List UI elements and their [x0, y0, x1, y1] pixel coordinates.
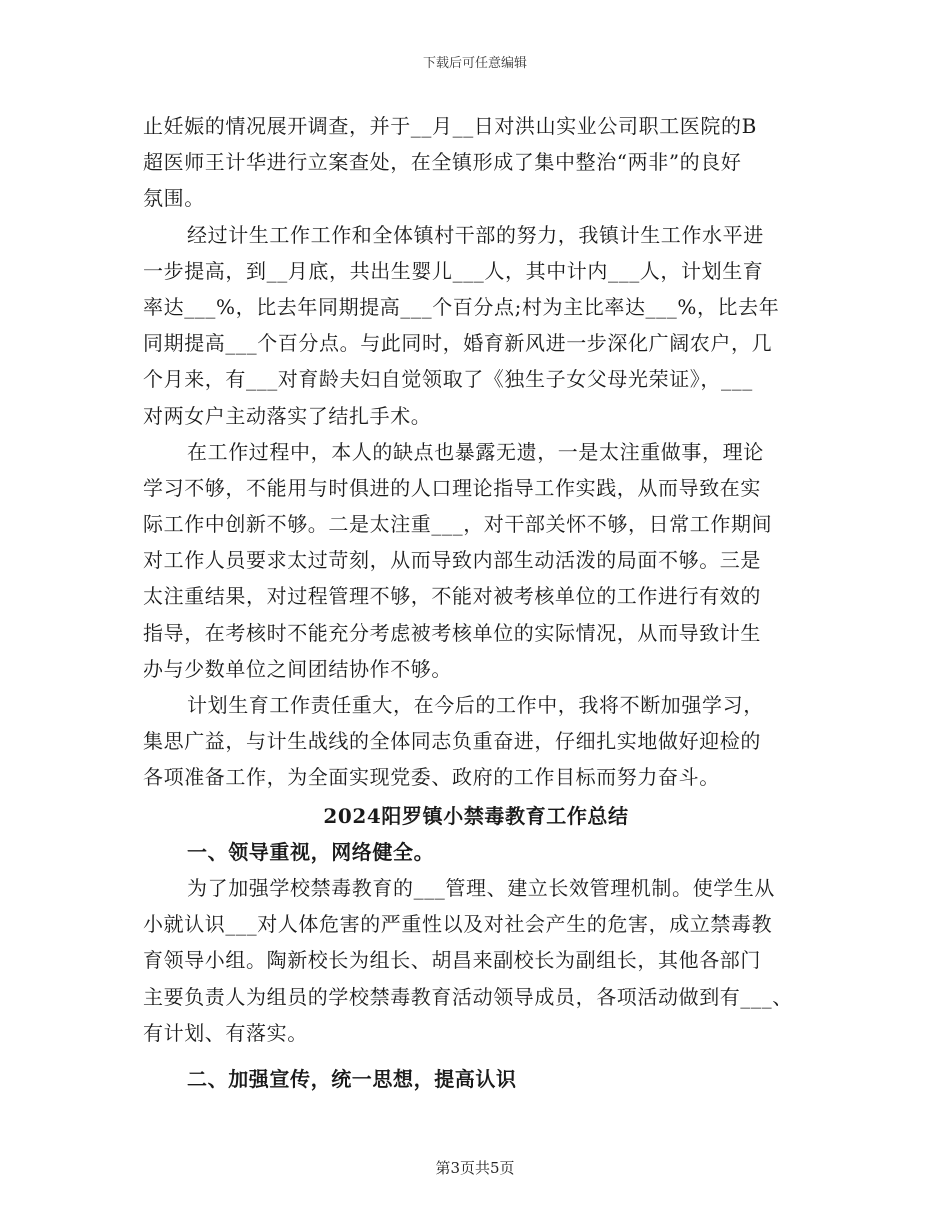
text-line: 在工作过程中，本人的缺点也暴露无遗，一是太注重做事，理论 [187, 439, 764, 464]
text-line: 太注重结果，对过程管理不够，不能对被考核单位的工作进行有效的 [143, 584, 761, 609]
text-line: 对两女户主动落实了结扎手术。 [143, 403, 432, 428]
paragraph-1 [143, 108, 809, 217]
text-line: 率达___%，比去年同期提高___个百分点;村为主比率达___%，比去年 [143, 294, 780, 319]
text-line: 为了加强学校禁毒教育的___管理、建立长效管理机制。使学生从 [187, 875, 775, 900]
document-body [143, 108, 809, 1097]
page-footer: 第3页共5页 [435, 1159, 515, 1177]
text-line: 育领导小组。陶新校长为组长、胡昌来副校长为副组长，其他各部门 [143, 948, 761, 973]
text-line: 小就认识___对人体危害的严重性以及对社会产生的危害，成立禁毒教 [143, 912, 773, 937]
text-line: 个月来，有___对育龄夫妇自觉领取了《独生子女父母光荣证》，___ [143, 367, 753, 392]
text-line: 办与少数单位之间团结协作不够。 [143, 656, 452, 681]
text-line: 集思广益，与计生战线的全体同志负重奋进，仔细扎实地做好迎检的 [143, 729, 761, 754]
text-line: 际工作中创新不够。二是太注重___，对干部关怀不够，日常工作期间 [143, 512, 773, 537]
paragraph-5 [143, 870, 809, 1051]
section-title: 2024阳罗镇小禁毒教育工作总结 [323, 803, 629, 828]
paragraph-2 [143, 217, 809, 434]
text-line: 指导，在考核时不能充分考虑被考核单位的实际情况，从而导致计生 [143, 620, 761, 645]
section-heading-1: 一、领导重视，网络健全。 [187, 839, 435, 864]
text-line: 氛围。 [143, 186, 205, 211]
text-line: 有计划、有落实。 [143, 1020, 308, 1045]
text-line: 止妊娠的情况展开调查，并于__月__日对洪山实业公司职工医院的B [143, 114, 757, 138]
section-heading-2: 二、加强宣传，统一思想，提高认识 [187, 1066, 517, 1091]
text-line: 对工作人员要求太过苛刻，从而导致内部生动活泼的局面不够。三是 [143, 548, 761, 573]
text-line: 同期提高___个百分点。与此同时，婚育新风进一步深化广阔农户，几 [143, 331, 773, 356]
text-line: 一步提高，到__月底，共出生婴儿___人，其中计内___人，计划生育 [143, 258, 764, 283]
spacer [143, 1051, 809, 1061]
text-line: 学习不够，不能用与时俱进的人口理论指导工作实践，从而导致在实 [143, 475, 761, 500]
text-line: 计划生育工作责任重大，在今后的工作中，我将不断加强学习， [187, 693, 764, 717]
page-header: 下载后可任意编辑 [422, 56, 527, 71]
paragraph-4 [143, 687, 809, 796]
text-line: 超医师王计华进行立案查处，在全镇形成了集中整治“两非”的良好 [143, 150, 742, 175]
paragraph-3 [143, 434, 809, 687]
text-line: 各项准备工作，为全面实现党委、政府的工作目标而努力奋斗。 [143, 765, 720, 790]
text-line: 经过计生工作工作和全体镇村干部的努力，我镇计生工作水平进 [187, 222, 764, 247]
text-line: 主要负责人为组员的学校禁毒教育活动领导成员，各项活动做到有___、 [143, 984, 793, 1009]
